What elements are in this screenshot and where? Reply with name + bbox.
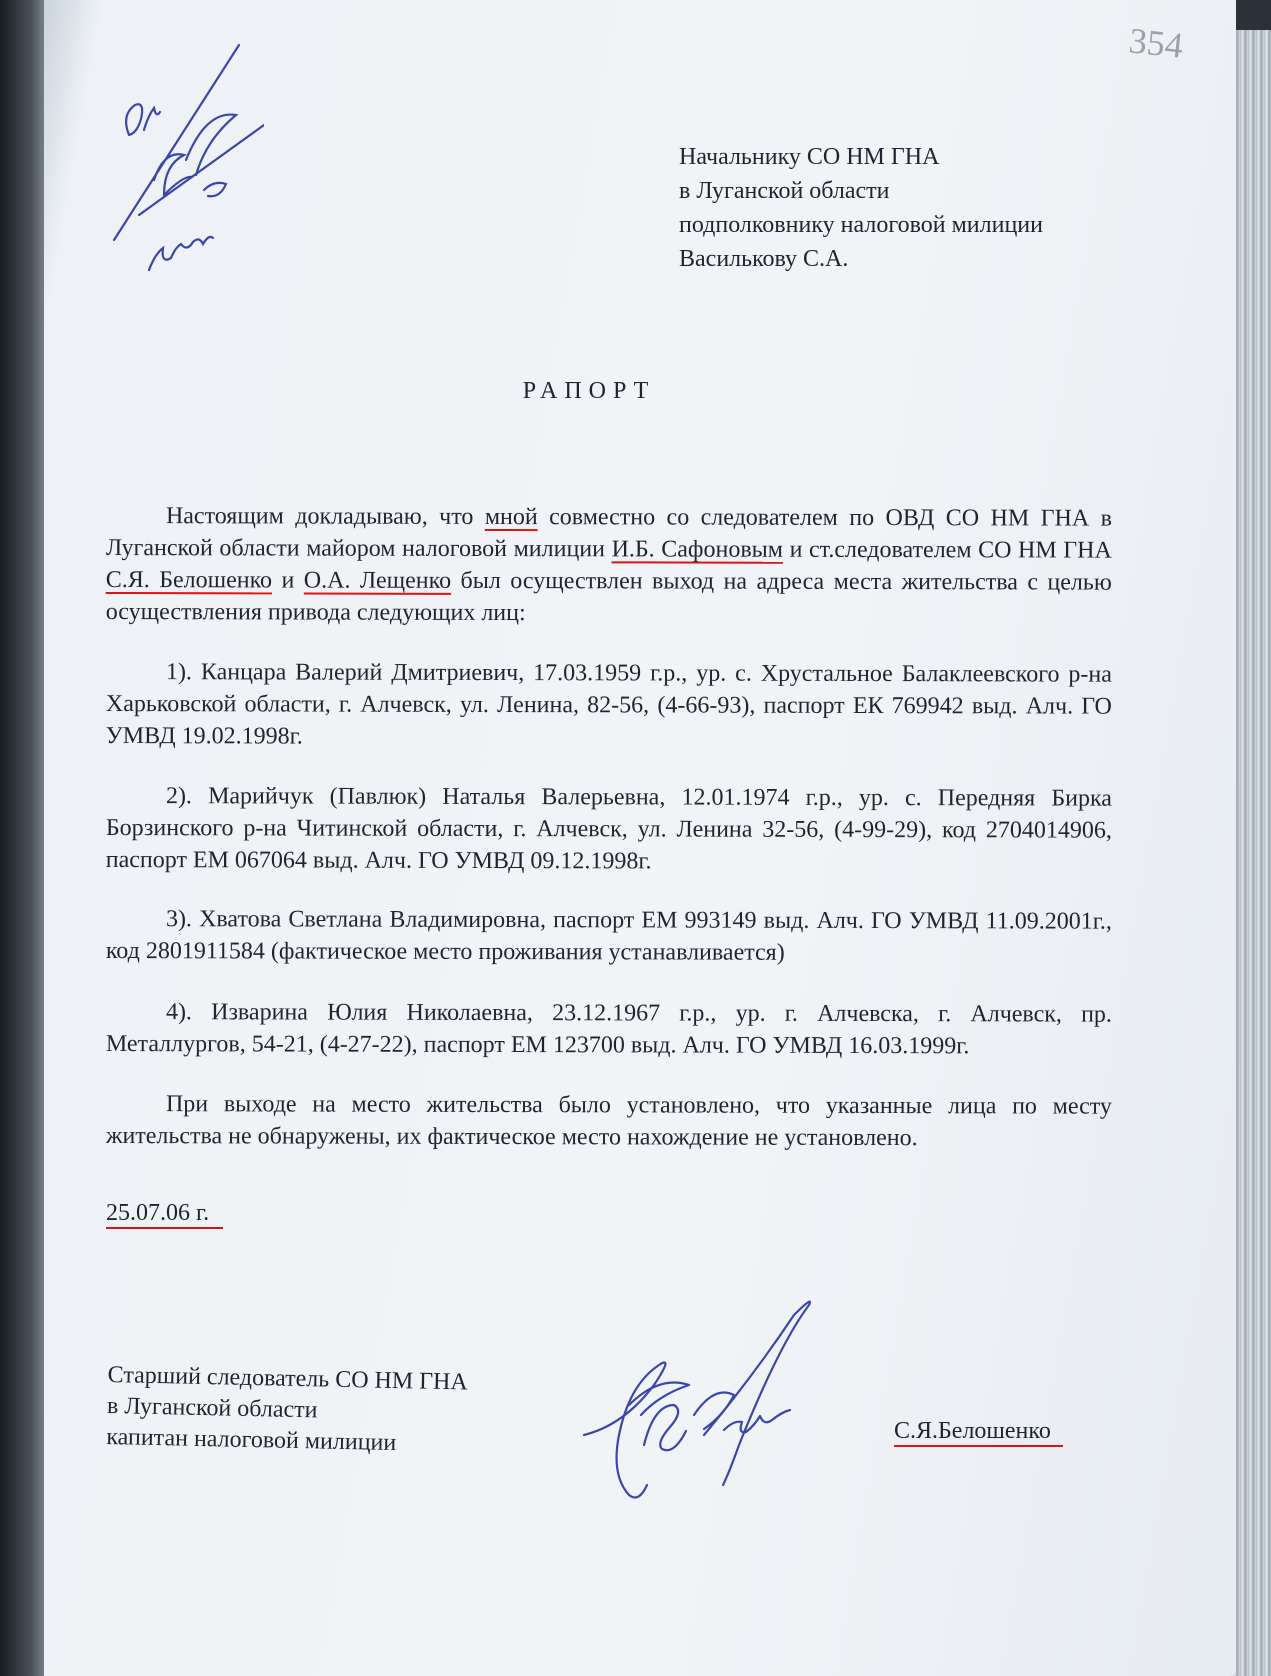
intro-paragraph: [106, 500, 1112, 631]
addressee-line: Василькову С.А.: [679, 246, 849, 272]
person-item-text: 4). Изварина Юлия Николаевна, 23.12.1967 г.р., ур. г. Алчевска, г. Алчевск, пр. Металлургов, 54-21, (4-27-22), паспорт ЕМ 123700 выд. Алч. ГО УМВД 16.03.1999г.: [105, 999, 1112, 1060]
signer-name: С.Я.Белошенко: [894, 1418, 1063, 1447]
intro-text: был осуществлен выход на адреса места жительства с целью осуществления привода следующих лиц:: [105, 567, 1112, 627]
conclusion-paragraph: [106, 1088, 1112, 1155]
person-item-text: 1). Канцара Валерий Дмитриевич, 17.03.1959 г.р., ур. с. Хрустальное Балаклеевского р-на Харьковской области, г. Алчевск, ул. Ленина, 82-56, (4-66-93), паспорт ЕК 769942 выд. Алч. ГО УМВД 19.02.1998г.: [105, 659, 1112, 750]
person-item: [106, 903, 1112, 970]
document-date: 25.07.06 г.: [106, 1200, 223, 1229]
signer-position-line: в Луганской области: [106, 1392, 318, 1424]
document-page: [44, 0, 1236, 1676]
intro-text: и ст.следователем СО НМ ГНА: [782, 536, 1112, 564]
addressee-line: подполковнику налоговой милиции: [679, 212, 1043, 238]
document-title: РАПОРТ: [522, 378, 656, 404]
resolution-annotation-handwriting: [104, 40, 264, 280]
intro-text: Настоящим докладываю, что: [165, 503, 485, 530]
underlined-word: мной: [484, 503, 538, 531]
addressee-line: в Луганской области: [679, 178, 890, 204]
person-item-text: 3). Хватова Светлана Владимировна, паспорт ЕМ 993149 выд. Алч. ГО УМВД 11.09.2001г., код 2801911584 (фактическое место проживания устанавливается): [105, 906, 1112, 966]
underlined-name: И.Б. Сафоновым: [611, 536, 784, 563]
page-number: 354: [1127, 20, 1185, 66]
handwritten-signature: [574, 1295, 834, 1515]
person-item: [106, 656, 1112, 755]
person-item-text: 2). Марийчук (Павлюк) Наталья Валерьевна, 12.01.1974 г.р., ур. с. Передняя Бирка Борзинского р-на Читинской области, г. Алчевск, ул. Ленина 32-56, (4-99-29), код 2704014906, паспорт ЕМ 067064 выд. Алч. ГО УМВД 09.12.1998г.: [105, 783, 1112, 875]
person-item: [106, 996, 1112, 1063]
intro-text: и: [272, 567, 304, 594]
intro-text: совместно со следователем по ОВД СО НМ ГНА в Луганской области майором налоговой милиции: [105, 504, 1112, 563]
underlined-name: С.Я. Белошенко: [105, 566, 273, 594]
signer-position-line: капитан налоговой милиции: [106, 1423, 397, 1457]
person-item: [106, 780, 1112, 879]
signer-position-line: Старший следователь СО НМ ГНА: [107, 1361, 469, 1396]
addressee-block: [679, 140, 1043, 276]
addressee-line: Начальнику СО НМ ГНА: [679, 144, 940, 170]
conclusion-text: При выходе на место жительства было установлено, что указанные лица по месту жительства не обнаружены, их фактическое место нахождение не установлено.: [105, 1091, 1112, 1152]
underlined-name: О.А. Лещенко: [303, 567, 452, 594]
signer-position: [106, 1360, 468, 1461]
